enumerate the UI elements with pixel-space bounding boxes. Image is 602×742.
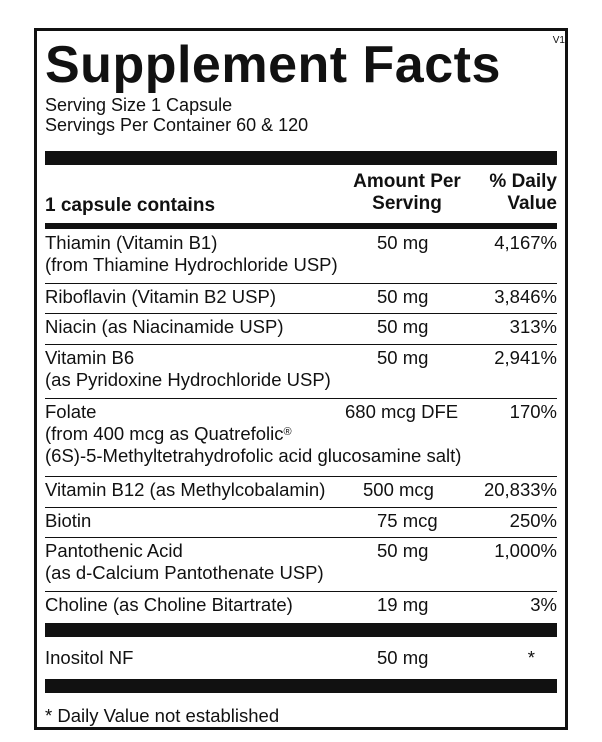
nutrient-dv: 313% [509, 316, 557, 337]
nutrient-amount: 75 mcg [377, 510, 438, 531]
nutrient-amount: 50 mg [377, 316, 429, 337]
nutrient-dv: 2,941% [494, 347, 557, 368]
nutrient-amount: 500 mcg [363, 479, 434, 500]
nutrient-dv: 3% [530, 594, 557, 615]
panel-title: Supplement Facts [45, 36, 501, 94]
supplement-facts-panel [34, 28, 568, 730]
nutrient-dv: 4,167% [494, 232, 557, 253]
nutrient-row [45, 399, 557, 477]
nutrient-row [45, 477, 557, 508]
nutrient-amount: 50 mg [377, 286, 429, 307]
nutrient-row [45, 230, 557, 284]
nutrient-name: Biotin [45, 510, 92, 531]
nutrient-dv: 3,846% [494, 286, 557, 307]
nutrient-name: Inositol NF [45, 647, 134, 668]
nutrient-row [45, 345, 557, 399]
thick-divider [45, 623, 557, 637]
nutrient-name: Riboflavin (Vitamin B2 USP) [45, 286, 276, 307]
thick-divider [45, 679, 557, 693]
nutrient-name: Vitamin B12 (as Methylcobalamin) [45, 479, 326, 500]
nutrient-name: Vitamin B6 (as Pyridoxine Hydrochloride USP) [45, 347, 331, 390]
version-label: V1 [552, 35, 565, 46]
nutrient-dv: * [527, 647, 535, 668]
nutrient-row [45, 592, 557, 622]
nutrient-amount: 19 mg [377, 594, 429, 615]
nutrient-row [45, 314, 557, 345]
nutrient-name: Choline (as Choline Bitartrate) [45, 594, 293, 615]
nutrient-dv: 1,000% [494, 540, 557, 561]
nutrient-dv: 170% [509, 401, 557, 422]
nutrient-amount: 50 mg [377, 232, 429, 253]
nutrient-amount: 50 mg [377, 347, 429, 368]
nutrient-amount: 680 mcg DFE [345, 401, 459, 422]
column-header [45, 167, 557, 221]
nutrient-dv: 250% [509, 510, 557, 531]
nutrient-name: Folate (from 400 mcg as Quatrefolic® (6S)-5-Methyltetrahydrofolic acid glucosamine salt) [45, 401, 462, 466]
header-daily-value: % Daily Value [489, 171, 557, 214]
nutrient-row [45, 508, 557, 538]
nutrient-name: Thiamin (Vitamin B1) (from Thiamine Hydrochloride USP) [45, 232, 338, 275]
serving-info [45, 95, 308, 135]
thick-divider [45, 151, 557, 165]
nutrient-name: Niacin (as Niacinamide USP) [45, 316, 284, 337]
nutrient-row [45, 538, 557, 592]
header-amount: Amount Per Serving [353, 171, 461, 214]
nutrient-row [45, 284, 557, 314]
nutrient-row [45, 645, 557, 675]
nutrient-dv: 20,833% [483, 479, 557, 500]
nutrient-amount: 50 mg [377, 540, 429, 561]
medium-divider [45, 223, 557, 229]
nutrient-amount: 50 mg [377, 647, 429, 668]
servings-per-container: Servings Per Container 60 & 120 [45, 115, 309, 135]
footnote: * Daily Value not established [45, 705, 280, 726]
nutrient-name: Pantothenic Acid (as d-Calcium Pantothenate USP) [45, 540, 324, 583]
serving-size: Serving Size 1 Capsule [45, 95, 233, 115]
header-contains: 1 capsule contains [45, 195, 216, 216]
